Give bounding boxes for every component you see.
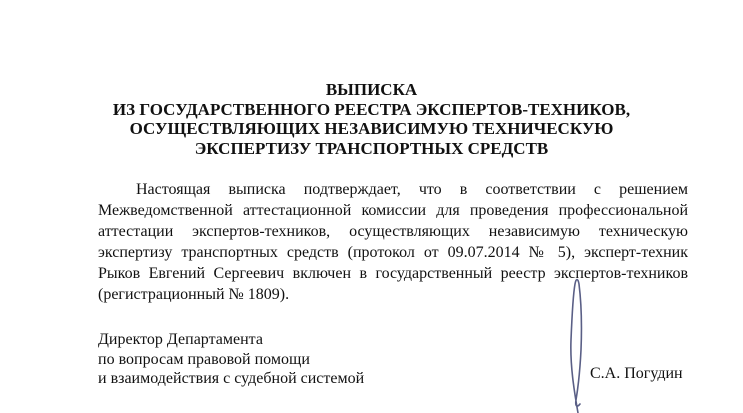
body-line-5: Рыков Евгений Сергеевич включен в государственный реестр экспертов-техников [98,265,688,282]
document-heading [0,80,743,158]
heading-line-4: ЭКСПЕРТИЗУ ТРАНСПОРТНЫХ СРЕДСТВ [194,138,549,158]
body-line-2: Межведомственной аттестационной комиссии для проведения профессиональной [98,202,688,219]
body-line-6: (регистрационный № 1809). [98,286,290,303]
heading-line-1: ВЫПИСКА [325,80,418,99]
heading-line-3: ОСУЩЕСТВЛЯЮЩИХ НЕЗАВИСИМУЮ ТЕХНИЧЕСКУЮ [129,119,614,138]
signatory-title-line-2: по вопросам правовой помощи [98,350,310,368]
body-line-3: аттестации экспертов-техников, осуществляющих независимую техническую [98,223,688,240]
body-line-4: экспертизу транспортных средств (протокол от 09.07.2014 № 5), эксперт-техник [98,244,688,261]
body-line-1: Настоящая выписка подтверждает, что в соответствии с решением [136,181,688,198]
signature-stroke [571,280,582,413]
heading-line-2: ИЗ ГОСУДАРСТВЕННОГО РЕЕСТРА ЭКСПЕРТОВ-ТЕХНИКОВ, [112,99,631,119]
handwritten-signature [540,270,640,413]
signer-name: С.А. Погудин [590,365,683,382]
signatory-title-line-3: и взаимодействия с судебной системой [98,370,365,387]
signatory-title-line-1: Директор Департамента [98,331,263,348]
signatory-title [98,330,364,389]
